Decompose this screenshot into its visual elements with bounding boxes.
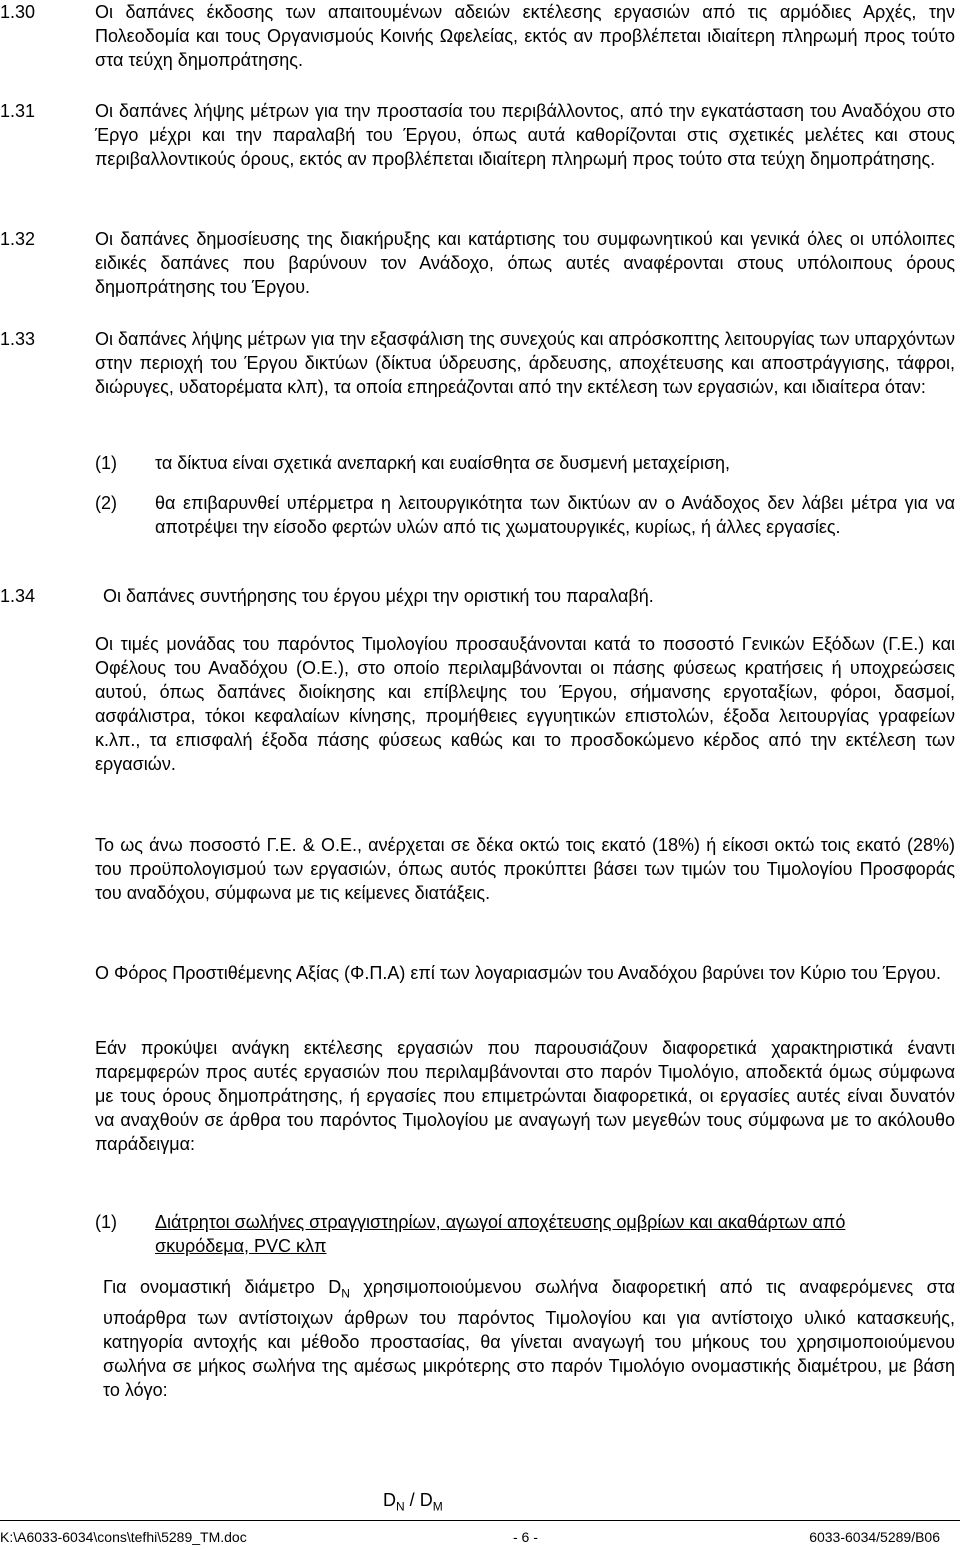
example-title: Διάτρητοι σωλήνες στραγγιστηρίων, αγωγοί αποχέτευσης ομβρίων και ακαθάρτων από σκυρόδεμα, PVC κλπ	[155, 1212, 846, 1256]
page-footer	[0, 1520, 960, 1551]
formula-separator: /	[404, 1490, 420, 1510]
example-dn-subscript: N	[341, 1286, 350, 1301]
clause-text: Οι δαπάνες δημοσίευσης της διακήρυξης και κατάρτισης του συμφωνητικού και γενικά όλες οι υπόλοιπες ειδικές δαπάνες που βαρύνουν τον Ανάδοχο, όπως αυτές αναφέρονται στους υπόλοιπους όρους δημοπράτησης του Έργου.	[95, 229, 955, 297]
footer-document-code: 6033-6034/5289/B06	[809, 1529, 940, 1545]
paragraph-percentage: Το ως άνω ποσοστό Γ.Ε. & Ο.Ε., ανέρχεται σε δέκα οκτώ τοις εκατό (18%) ή είκοσι οκτώ τοις εκατό (28%) του προϋπολογισμού των εργασιών, όπως αυτός προκύπτει βάσει των τιμών του Τιμολογίου Προσφοράς του αναδόχου, σύμφωνα με τις κείμενες διατάξεις.	[95, 835, 955, 903]
formula-d2: D	[419, 1490, 433, 1510]
sub-item-text: θα επιβαρυνθεί υπέρμετρα η λειτουργικότητα των δικτύων αν ο Ανάδοχος δεν λάβει μέτρα για να αποτρέψει την είσοδο φερτών υλών από τις χωματουργικές, κυρίως, ή άλλες εργασίες.	[155, 493, 955, 537]
sub-item-number: (2)	[95, 493, 117, 513]
clause-text: Οι δαπάνες λήψης μέτρων για την προστασία του περιβάλλοντος, από την εγκατάσταση του Αναδόχου στο Έργο μέχρι και την παραλαβή του Έργου, όπως αυτά καθορίζονται στις σχετικές μελέτες και στους περιβαλλοντικούς όρους, εκτός αν προβλέπεται ιδιαίτερη πληρωμή προς τούτο στα τεύχη δημοπράτησης.	[95, 101, 955, 169]
clause-text: Οι δαπάνες συντήρησης του έργου μέχρι την οριστική του παραλαβή.	[103, 586, 654, 606]
formula-d1: D	[383, 1490, 396, 1510]
example-description	[103, 1275, 955, 1402]
ratio-formula	[383, 1488, 443, 1512]
example-text-end: χρησιμοποιούμενου σωλήνα διαφορετική από τις αναφερόμενες στα υποάρθρα των αντίστοιχων άρθρων του παρόντος Τιμολογίου και για αντίστοιχο υλικό κατασκευής, κατηγορία αντοχής και μέθοδο προστασίας, θα γίνεται αναγωγή του μήκους του χρησιμοποιούμενου σωλήνα σε μήκος σωλήνα της αμέσως μικρότερης στο παρόν Τιμολόγιο ονομαστικής διαμέτρου, με βάση το λόγο:	[103, 1277, 955, 1400]
example-text-start: Για ονομαστική διάμετρο D	[103, 1277, 342, 1297]
clause-number: 1.33	[0, 329, 36, 349]
clause-text: Οι δαπάνες λήψης μέτρων για την εξασφάλιση της συνεχούς και απρόσκοπτης λειτουργίας των υπαρχόντων στην περιοχή του Έργου δικτύων (δίκτυα ύδρευσης, άρδευσης, αποχέτευσης και αποστράγγισης, τάφροι, διώρυγες, υδατορέματα κλπ), τα οποία επηρεάζονται από την εκτέλεση των εργασιών, και ιδιαίτερα όταν:	[95, 329, 955, 397]
example-number: (1)	[95, 1212, 117, 1232]
clause-text: Οι δαπάνες έκδοσης των απαιτουμένων αδειών εκτέλεσης εργασιών από τις αρμόδιες Αρχές, την Πολεοδομία και τους Οργανισμούς Κοινής Ωφελείας, εκτός αν προβλέπεται ιδιαίτερη πληρωμή προς τούτο στα τεύχη δημοπράτησης.	[95, 2, 955, 70]
clause-number: 1.32	[0, 229, 36, 249]
clause-number: 1.30	[0, 2, 36, 22]
formula-sub1: N	[396, 1499, 405, 1514]
paragraph-vat: Ο Φόρος Προστιθέμενης Αξίας (Φ.Π.Α) επί των λογαριασμών του Αναδόχου βαρύνει τον Κύριο του Έργου.	[95, 963, 941, 983]
clause-number: 1.31	[0, 101, 36, 121]
sub-item-number: (1)	[95, 453, 117, 473]
paragraph-general-expenses: Οι τιμές μονάδας του παρόντος Τιμολογίου προσαυξάνονται κατά το ποσοστό Γενικών Εξόδων (Γ.Ε.) και Οφέλους του Αναδόχου (Ο.Ε.), στο οποίο περιλαμβάνονται οι πάσης φύσεως κρατήσεις ή υποχρεώσεις αυτού, όπως δαπάνες διοίκησης και επίβλεψης του Έργου, σήμανσης εργοταξίων, φόροι, δασμοί, ασφάλιστρα, τόκοι κεφαλαίων κίνησης, προμήθειες εγγυητικών επιστολών, έξοδα λειτουργίας γραφείων κ.λπ., τα επισφαλή έξοδα πάσης φύσεως καθώς και το προσδοκώμενο κέρδος από την εκτέλεση των εργασιών.	[95, 634, 955, 774]
sub-item-text: τα δίκτυα είναι σχετικά ανεπαρκή και ευαίσθητα σε δυσμενή μεταχείριση,	[155, 453, 731, 473]
paragraph-conversion: Εάν προκύψει ανάγκη εκτέλεσης εργασιών που παρουσιάζουν διαφορετικά χαρακτηριστικά έναντι παρεμφερών προς αυτές εργασιών που περιλαμβάνονται στο παρόν Τιμολόγιο, αποδεκτά όμως σύμφωνα με τους όρους δημοπράτησης, ή εργασίες που επιμετρώνται διαφορετικά, οι εργασίες αυτές είναι δυνατόν να αναχθούν σε άρθρα του παρόντος Τιμολογίου με αναγωγή των μεγεθών τους σύμφωνα με το ακόλουθο παράδειγμα:	[95, 1038, 955, 1154]
footer-page-number: - 6 -	[513, 1529, 538, 1545]
formula-sub2: M	[432, 1499, 443, 1514]
clause-number: 1.34	[0, 586, 36, 606]
footer-file-path: K:\A6033-6034\cons\tefhi\5289_TM.doc	[0, 1529, 247, 1545]
